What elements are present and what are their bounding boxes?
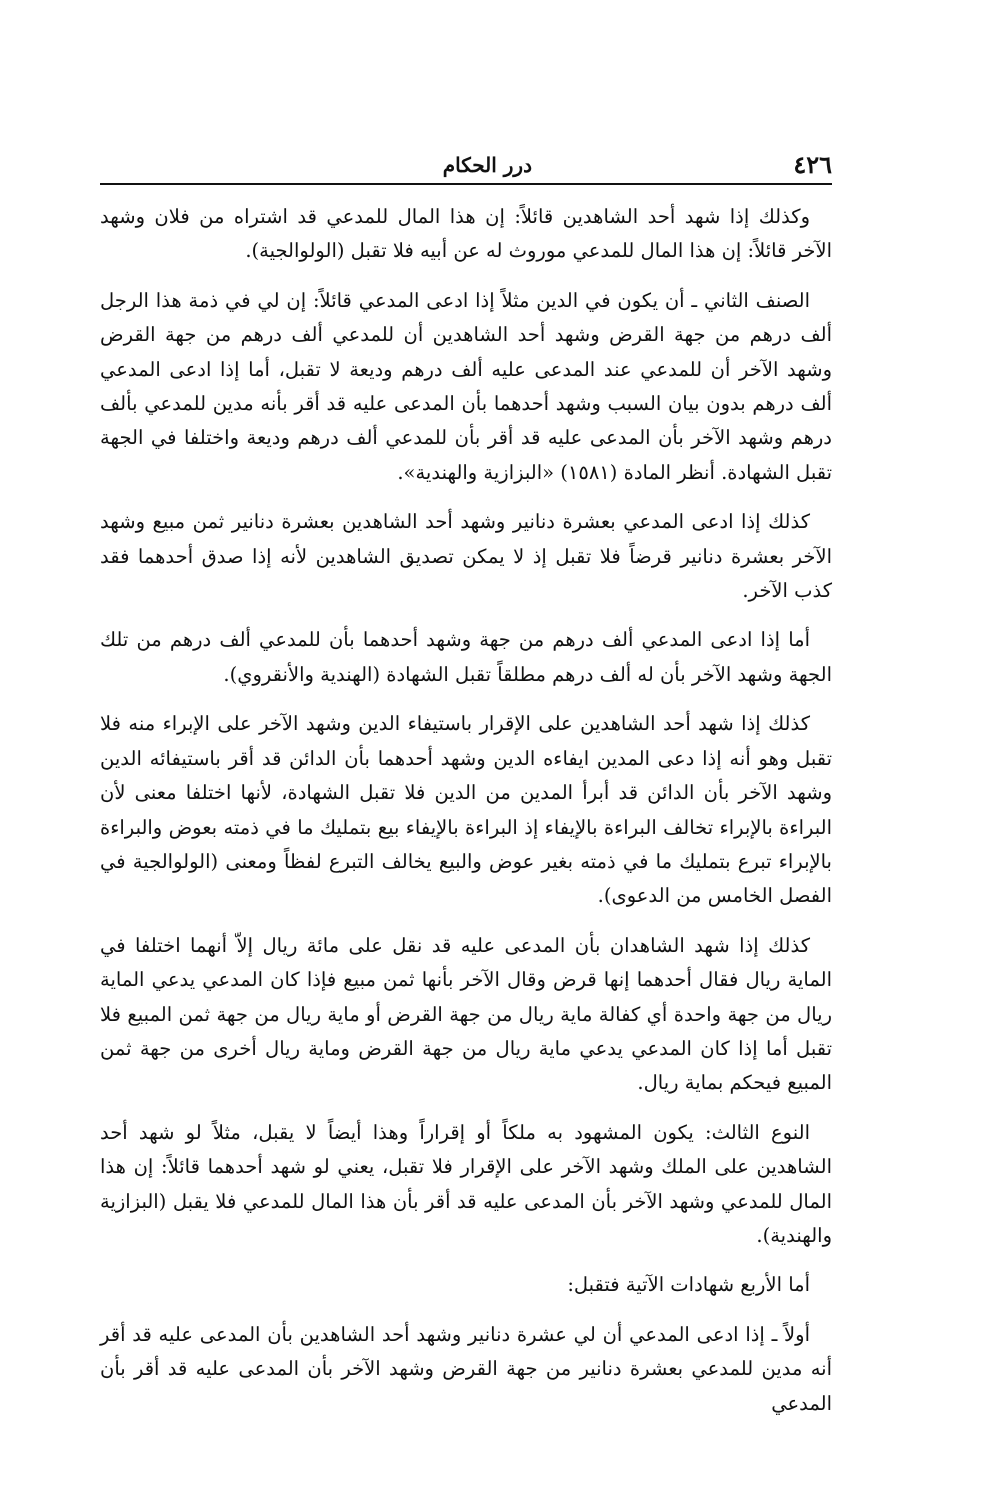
page-body bbox=[100, 200, 832, 1436]
running-title: درر الحكام bbox=[442, 153, 532, 177]
paragraph-2: الصنف الثاني ـ أن يكون في الدين مثلاً إذا ادعى المدعي قائلاً: إن لي في ذمة هذا الرجل ألف درهم من جهة القرض وشهد أحد الشاهدين أن للمدعي ألف درهم من جهة القرض وشهد الآخر أن للمدعي عند المدعى عليه ألف درهم وديعة لا تقبل، أما إذا ادعى المدعي ألف درهم بدون بيان السبب وشهد أحدهما بأن المدعى عليه قد أقر بأنه مدين للمدعي بألف درهم وشهد الآخر بأن المدعى عليه قد أقر بأن للمدعي ألف درهم وديعة واختلفا في الجهة تقبل الشهادة. أنظر المادة (١٥٨١) «البزازية والهندية». bbox=[100, 288, 832, 484]
page-header bbox=[100, 148, 832, 182]
paragraph-1: وكذلك إذا شهد أحد الشاهدين قائلاً: إن هذا المال للمدعي قد اشتراه من فلان وشهد الآخر قائلاً: إن هذا المال للمدعي موروث له عن أبيه فلا تقبل (الولوالجية). bbox=[100, 205, 832, 263]
paragraph-9: أولاً ـ إذا ادعى المدعي أن لي عشرة دنانير وشهد أحد الشاهدين بأن المدعى عليه قد أقر أنه مدين للمدعي بعشرة دنانير من جهة القرض وشهد الآخر بأن المدعى عليه قد أقر بأن المدعي bbox=[100, 1322, 832, 1415]
paragraph-6: كذلك إذا شهد الشاهدان بأن المدعى عليه قد نقل على مائة ريال إلاّ أنهما اختلفا في الماية ريال فقال أحدهما إنها قرض وقال الآخر بأنها ثمن مبيع فإذا كان المدعي يدعي الماية ريال من جهة واحدة أي كفالة ماية ريال من جهة القرض أو ماية ريال من جهة ثمن المبيع فلا تقبل أما إذا كان المدعي يدعي ماية ريال من جهة القرض وماية ريال أخرى من جهة ثمن المبيع فيحكم بماية ريال. bbox=[100, 933, 832, 1095]
paragraph-5: كذلك إذا شهد أحد الشاهدين على الإقرار باستيفاء الدين وشهد الآخر على الإبراء منه فلا تقبل وهو أنه إذا دعى المدين ايفاءه الدين وشهد أحدهما بأن الدائن قد أقر باستيفائه الدين وشهد الآخر بأن الدائن قد أبرأ المدين من الدين فلا تقبل الشهادة، لأنها اختلفا معنى لأن البراءة بالإبراء تخالف البراءة بالإيفاء إذ البراءة بالإيفاء بيع بتمليك ما في ذمته بعوض والبراءة بالإبراء تبرع بتمليك ما في ذمته بغير عوض والبيع يخالف التبرع لفظاً ومعنى (الولوالجية في الفصل الخامس من الدعوى). bbox=[100, 712, 832, 908]
paragraph-7: النوع الثالث: يكون المشهود به ملكاً أو إقراراً وهذا أيضاً لا يقبل، مثلاً لو شهد أحد الشاهدين على الملك وشهد الآخر على الإقرار فلا تقبل، يعني لو شهد أحدهما قائلاً: إن هذا المال للمدعي وشهد الآخر بأن المدعى عليه قد أقر بأن هذا المال للمدعي فلا يقبل (البزازية والهندية). bbox=[100, 1120, 832, 1247]
header-rule bbox=[100, 183, 832, 185]
page-number: ٤٢٦ bbox=[793, 150, 832, 179]
paragraph-3: كذلك إذا ادعى المدعي بعشرة دنانير وشهد أحد الشاهدين بعشرة دنانير ثمن مبيع وشهد الآخر بعشرة دنانير قرضاً فلا تقبل إذ لا يمكن تصديق الشاهدين لأنه إذا صدق أحدهما فقد كذب الآخر. bbox=[100, 510, 832, 603]
paragraph-8: أما الأربع شهادات الآتية فتقبل: bbox=[567, 1273, 810, 1297]
paragraph-4: أما إذا ادعى المدعي ألف درهم من جهة وشهد أحدهما بأن للمدعي ألف درهم من تلك الجهة وشهد الآخر بأن له ألف درهم مطلقاً تقبل الشهادة (الهندية والأنقروي). bbox=[100, 628, 832, 686]
